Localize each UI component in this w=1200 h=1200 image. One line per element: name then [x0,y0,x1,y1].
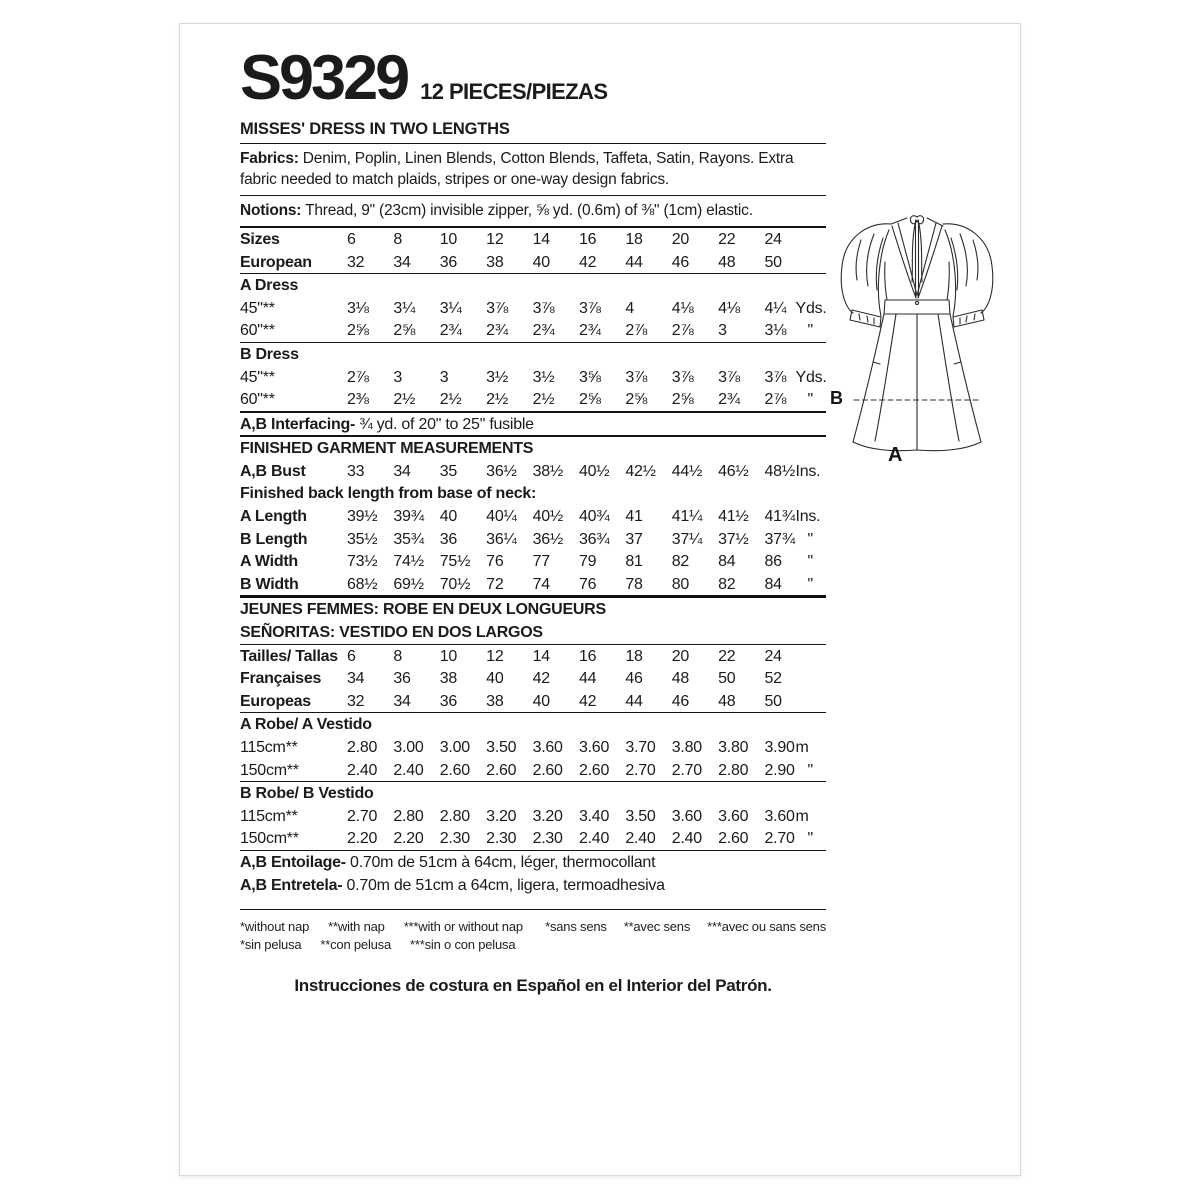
value-cell: 34 [393,692,411,710]
section-label: FINISHED GARMENT MEASUREMENTS [240,440,534,458]
heading-french [240,598,826,621]
value-cell: 42½ [625,462,656,480]
text-rest: ¾ yd. of 20" to 25" fusible [355,415,534,433]
value-cell: 18 [625,230,643,248]
value-cell: 2.80 [347,739,378,757]
rule-table-bottom [240,909,826,910]
value-cell: 16 [578,647,597,665]
value-cell: 46½ [718,462,749,480]
table-gap [240,896,826,909]
value-cell: 81 [625,553,643,571]
row-francaises [240,667,826,690]
value-cell: 2⅞ [671,322,694,340]
value-cell: 2¾ [486,322,508,340]
value-cell: 73½ [347,553,378,571]
value-cell: 2.40 [671,830,702,848]
row-label: A Width [240,553,298,571]
value-cell: 2.70 [764,830,795,848]
value-cell: 46 [671,692,690,710]
value-cell: 3½ [532,368,555,386]
value-cell: 6 [347,647,356,665]
value-cell: 36¾ [578,530,610,548]
value-cell: 2.80 [393,807,424,825]
value-cell: 8 [393,647,403,665]
footnotes-left [240,919,523,952]
value-cell: 37 [625,530,643,548]
unit-cell: " [807,553,813,571]
value-cell: 84 [764,575,782,593]
value-cell: 48 [718,253,736,271]
row-label: Françaises [240,670,322,688]
value-cell: 50 [718,670,736,688]
row-label: A Length [240,508,307,526]
value-cell: 2.70 [625,761,656,779]
value-cell: 3.70 [625,739,656,757]
row-label: A,B Bust [240,462,306,480]
value-cell: 22 [718,647,736,665]
value-cell: 74 [532,575,550,593]
value-cell: 2.30 [532,830,563,848]
value-cell: 38 [439,670,458,688]
value-cell: 35¾ [393,530,424,548]
row-label: 150cm** [240,761,299,779]
value-cell: 3⅞ [625,368,648,386]
value-cell: 42 [578,253,597,271]
value-cell: 10 [439,230,458,248]
value-cell: 16 [578,230,597,248]
value-cell: 39½ [347,508,378,526]
value-cell: 3.60 [764,807,795,825]
dress-illustration [829,210,1001,482]
dress-line-art [829,210,1001,482]
value-cell: 52 [764,670,782,688]
heading-back-length [240,482,826,505]
unit-cell: " [807,530,813,548]
value-cell: 2.60 [718,830,749,848]
value-cell: 24 [764,647,782,665]
value-cell: 3.50 [625,807,656,825]
value-cell: 3.50 [486,739,517,757]
text-lead: A,B Entoilage- [240,853,346,871]
value-cell: 2⅝ [671,391,694,409]
row-a-60 [240,319,826,342]
value-cell: 2⅝ [578,391,601,409]
unit-cell: Yds. [795,368,827,386]
value-cell: 4⅛ [718,299,740,317]
value-cell: 44 [625,692,643,710]
row-label: Europeas [240,692,311,710]
value-cell: 40 [532,253,550,271]
pattern-envelope-back [179,23,1021,1176]
footnote-item: **avec sens [623,919,691,935]
fabrics-text: Denim, Poplin, Linen Blends, Cotton Blends, Taffeta, Satin, Rayons. Extra fabric needed to match plaids, stripes or one-way design fabrics. [240,149,794,188]
value-cell: 40¼ [486,508,517,526]
value-cell: 40½ [578,462,610,480]
value-cell: 36 [439,253,458,271]
row-europeas [240,690,826,713]
value-cell: 2¾ [718,391,740,409]
value-cell: 2½ [486,391,508,409]
value-cell: 3.90 [764,739,795,757]
value-cell: 44 [625,253,643,271]
row-label: Tailles/ Tallas [240,647,338,665]
row-b-115 [240,805,826,828]
value-cell: 2.20 [393,830,424,848]
value-cell: 48½ [764,462,795,480]
footnote-item: ***avec ou sans sens [707,919,826,935]
text-lead: A,B Interfacing- [240,415,356,433]
value-cell: 33 [347,462,365,480]
value-cell: 3.00 [439,739,470,757]
value-cell: 35 [439,462,458,480]
value-cell: 3.60 [718,807,749,825]
value-cell: 18 [625,647,643,665]
footnote-line-english [240,919,523,934]
heading-finished [240,437,826,460]
value-cell: 2.40 [347,761,378,779]
value-cell: 36 [393,670,411,688]
value-cell: 42 [578,692,597,710]
row-label: 45"** [240,299,275,317]
unit-cell: m [795,739,809,757]
value-cell: 14 [532,230,550,248]
value-cell: 2.40 [393,761,424,779]
heading-spanish [240,621,826,644]
text-lead: A,B Entretela- [240,876,343,894]
value-cell: 34 [393,462,411,480]
value-cell: 38 [486,692,504,710]
row-b-60 [240,388,826,411]
value-cell: 3 [439,368,449,386]
value-cell: 3⅞ [718,368,740,386]
value-cell: 3⅞ [532,299,555,317]
pieces-count: 12 PIECES/PIEZAS [420,78,608,104]
notions-label: Notions: [240,201,302,219]
notions-text: Thread, 9" (23cm) invisible zipper, ⅝ yd. (0.6m) of ⅜" (1cm) elastic. [301,201,753,219]
value-cell: 40 [532,692,550,710]
row-b-150 [240,827,826,850]
value-cell: 40 [439,508,458,526]
value-cell: 14 [532,647,550,665]
value-cell: 3.20 [486,807,517,825]
value-cell: 36 [439,692,458,710]
value-cell: 48 [671,670,690,688]
value-cell: 50 [764,253,782,271]
value-cell: 4 [625,299,634,317]
value-cell: 44 [578,670,597,688]
unit-cell: m [795,807,809,825]
value-cell: 3¼ [439,299,462,317]
value-cell: 20 [671,647,690,665]
garment-title: MISSES' DRESS IN TWO LENGTHS [240,120,826,144]
value-cell: 8 [393,230,403,248]
section-label: B Robe/ B Vestido [240,785,374,803]
value-cell: 4⅛ [671,299,694,317]
value-cell: 37¾ [764,530,795,548]
footnote-item: *sans sens [545,919,607,935]
row-label: 45"** [240,368,275,386]
section-label: SEÑORITAS: VESTIDO EN DOS LARGOS [240,624,543,642]
value-cell: 41¼ [671,508,703,526]
value-cell: 77 [532,553,550,571]
value-cell: 40¾ [578,508,610,526]
value-cell: 37½ [718,530,749,548]
value-cell: 69½ [393,575,424,593]
size-table [240,226,826,910]
footnote-line-french [545,919,826,934]
value-cell: 79 [578,553,597,571]
value-cell: 3.60 [578,739,610,757]
value-cell: 80 [671,575,690,593]
value-cell: 2.40 [625,830,656,848]
row-label: B Width [240,575,299,593]
value-cell: 74½ [393,553,424,571]
value-cell: 2.30 [439,830,470,848]
value-cell: 2⅝ [393,322,416,340]
footnote-item: ***with or without nap [403,919,523,935]
value-cell: 42 [532,670,550,688]
text-line [240,413,826,436]
row-a-150 [240,759,826,782]
value-cell: 37¼ [671,530,703,548]
row-bust [240,460,826,483]
unit-cell: " [807,575,813,593]
value-cell: 41½ [718,508,749,526]
value-cell: 2¾ [439,322,462,340]
footnote-item: **con pelusa [320,937,392,953]
value-cell: 84 [718,553,736,571]
value-cell: 2.70 [347,807,378,825]
pattern-number: S9329 [240,43,408,113]
unit-cell: Yds. [795,299,827,317]
footnote-item: **with nap [328,919,385,935]
row-b-length [240,528,826,551]
row-label: 60"** [240,322,275,340]
value-cell: 38 [486,253,504,271]
footnotes [240,919,826,952]
footnote-item: ***sin o con pelusa [410,937,516,953]
section-label: A Dress [240,277,299,295]
value-cell: 48 [718,692,736,710]
value-cell: 3½ [486,368,508,386]
value-cell: 6 [347,230,356,248]
value-cell: 34 [347,670,365,688]
value-cell: 3.60 [671,807,702,825]
value-cell: 2⅝ [347,322,369,340]
row-label: 150cm** [240,830,299,848]
value-cell: 2⅞ [764,391,787,409]
value-cell: 50 [764,692,782,710]
value-cell: 36 [439,530,458,548]
row-sizes [240,228,826,251]
row-a-115 [240,736,826,759]
value-cell: 3⅛ [764,322,787,340]
value-cell: 46 [625,670,643,688]
value-cell: 36½ [532,530,563,548]
value-cell: 36¼ [486,530,517,548]
value-cell: 68½ [347,575,378,593]
value-cell: 3.60 [532,739,563,757]
value-cell: 38½ [532,462,563,480]
value-cell: 72 [486,575,504,593]
row-a-length [240,505,826,528]
value-cell: 2½ [532,391,555,409]
title-row [240,43,826,113]
value-cell: 46 [671,253,690,271]
row-label: 115cm** [240,739,298,757]
row-label: Sizes [240,230,280,248]
value-cell: 3¼ [393,299,416,317]
value-cell: 3.40 [578,807,610,825]
value-cell: 44½ [671,462,703,480]
value-cell: 3⅝ [578,368,601,386]
text-line [240,874,826,897]
value-cell: 2.70 [671,761,702,779]
section-a-robe [240,713,826,736]
value-cell: 4¼ [764,299,787,317]
footnote-item: *sin pelusa [240,937,302,953]
section-label: A Robe/ A Vestido [240,716,372,734]
value-cell: 3 [718,322,727,340]
value-cell: 3.80 [671,739,702,757]
text-line [240,851,826,874]
value-cell: 22 [718,230,736,248]
value-cell: 3 [393,368,403,386]
notions-paragraph [240,196,826,226]
row-european [240,251,826,274]
value-cell: 24 [764,230,782,248]
value-cell: 41¾ [764,508,795,526]
unit-cell: Ins. [795,508,821,526]
value-cell: 86 [764,553,782,571]
value-cell: 3⅞ [764,368,787,386]
value-cell: 70½ [439,575,471,593]
value-cell: 2.60 [439,761,470,779]
value-cell: 39¾ [393,508,424,526]
value-cell: 75½ [439,553,471,571]
value-cell: 34 [393,253,411,271]
text-rest: 0.70m de 51cm à 64cm, léger, thermocollant [345,853,656,871]
unit-cell: " [807,761,813,779]
value-cell: 2⅝ [625,391,648,409]
value-cell: 76 [486,553,504,571]
value-cell: 2.20 [347,830,378,848]
value-cell: 2⅞ [347,368,369,386]
text-rest: 0.70m de 51cm a 64cm, ligera, termoadhesiva [342,876,665,894]
value-cell: 3⅞ [578,299,601,317]
unit-cell: Ins. [795,462,821,480]
value-cell: 20 [671,230,690,248]
value-cell: 3⅞ [671,368,694,386]
footnote-line-spanish [240,937,523,952]
row-label: B Length [240,530,308,548]
value-cell: 36½ [486,462,517,480]
value-cell: 76 [578,575,597,593]
value-cell: 2.80 [439,807,470,825]
value-cell: 2¾ [532,322,555,340]
unit-cell: " [807,830,813,848]
row-entoilage [240,851,826,874]
value-cell: 2¾ [578,322,601,340]
value-cell: 3.20 [532,807,563,825]
value-cell: 2.90 [764,761,795,779]
value-cell: 2.30 [486,830,517,848]
value-cell: 3⅛ [347,299,369,317]
row-label: European [240,253,312,271]
value-cell: 2½ [393,391,416,409]
value-cell: 2.60 [578,761,610,779]
row-tailles [240,645,826,668]
fabrics-paragraph [240,144,826,196]
view-b-label: B [830,388,843,408]
row-b-width [240,573,826,596]
value-cell: 2.80 [718,761,749,779]
value-cell: 78 [625,575,643,593]
value-cell: 82 [718,575,736,593]
value-cell: 12 [486,230,504,248]
value-cell: 3⅞ [486,299,508,317]
value-cell: 3.00 [393,739,424,757]
row-b-45 [240,366,826,389]
row-label: 115cm** [240,807,298,825]
row-a-45 [240,297,826,320]
row-a-width [240,550,826,573]
value-cell: 35½ [347,530,378,548]
value-cell: 12 [486,647,504,665]
value-cell: 82 [671,553,690,571]
row-interfacing [240,413,826,436]
section-label: B Dress [240,345,299,363]
value-cell: 3.80 [718,739,749,757]
value-cell: 2⅞ [625,322,648,340]
value-cell: 32 [347,692,365,710]
value-cell: 2.60 [486,761,517,779]
value-cell: 2.60 [532,761,563,779]
section-b-dress [240,343,826,366]
spanish-instructions-note: Instrucciones de costura en Español en el Interior del Patrón. [294,976,772,996]
section-a-dress [240,274,826,297]
footnote-item: *without nap [240,919,310,935]
fabrics-label: Fabrics: [240,149,299,167]
row-label: 60"** [240,391,275,409]
value-cell: 40 [486,670,504,688]
row-entretela [240,874,826,897]
value-cell: 2.40 [578,830,610,848]
view-a-label: A [888,444,903,466]
unit-cell: " [807,391,813,409]
section-label: JEUNES FEMMES: ROBE EN DEUX LONGUEURS [240,601,606,619]
value-cell: 41 [625,508,643,526]
value-cell: 10 [439,647,458,665]
value-cell: 32 [347,253,365,271]
unit-cell: " [807,322,813,340]
section-b-robe [240,782,826,805]
value-cell: 2⅜ [347,391,369,409]
value-cell: 40½ [532,508,563,526]
envelope-content [240,43,827,996]
value-cell: 2½ [439,391,462,409]
section-label: Finished back length from base of neck: [240,485,537,503]
